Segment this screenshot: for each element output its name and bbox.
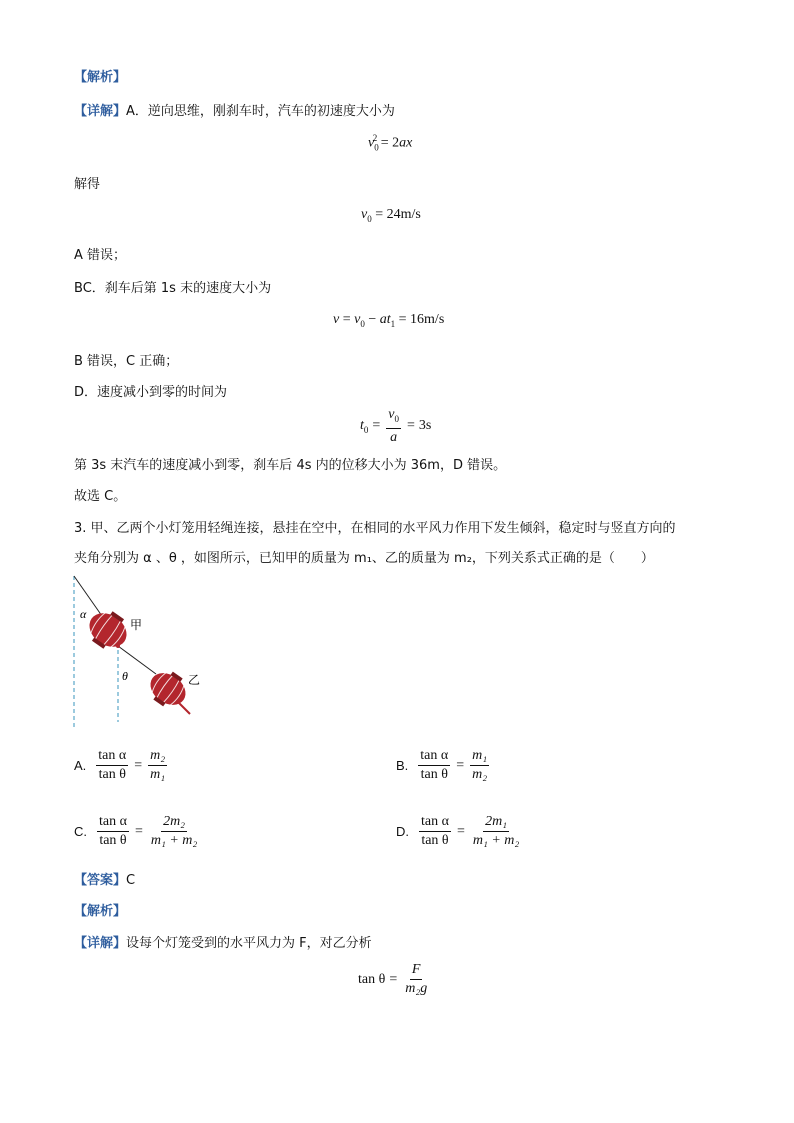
answer-label: 【答案】 xyxy=(74,873,127,888)
detail-label: 【详解】 xyxy=(74,104,127,119)
option-d-rnum: 2m₁ xyxy=(483,814,509,832)
analysis-label: 【解析】 xyxy=(74,70,127,85)
option-d[interactable]: D. $\frac{\text{tan α}}{\text{tan θ}}$ = $\frac{\text{2m₁}}{\text{m₁ + m₂}}$ xyxy=(396,814,520,848)
d-intro-text: D．速度减小到零的时间为 xyxy=(74,385,228,400)
lantern-jia-icon xyxy=(81,604,134,656)
lantern-figure xyxy=(70,574,200,734)
option-b-rnum: m₁ xyxy=(470,748,489,766)
bc-intro-text: BC．刹车后第 1s 末的速度大小为 xyxy=(74,281,272,296)
option-d-den: tan θ xyxy=(421,833,449,848)
rope-upper xyxy=(74,576,102,616)
choose-c-text: 故选 C。 xyxy=(74,489,127,504)
option-a[interactable]: A. $\frac{\text{tan α}}{\text{tan θ}}$ = $\frac{\text{m₂}}{\text{m₁}}$ xyxy=(74,748,166,782)
option-c[interactable]: C. $\frac{\text{tan α}}{\text{tan θ}}$ = $\frac{\text{2m₂}}{\text{m₁ + m₂}}$ xyxy=(74,814,198,848)
detail-paragraph-a xyxy=(74,100,395,119)
option-d-num: tan α xyxy=(419,814,451,832)
bc-result-text: B 错误，C 正确； xyxy=(74,354,179,369)
equation-v0-value: $v_0 = 24m/s$ xyxy=(361,207,421,224)
option-c-rnum: 2m₂ xyxy=(161,814,187,832)
detail-label-2: 【详解】 xyxy=(74,936,127,951)
equation-t0: $t_0$ = $\frac{v_0}{a}$ = 3s xyxy=(360,407,432,445)
label-jia: 甲 xyxy=(130,618,143,632)
option-b-den: tan θ xyxy=(420,767,448,782)
option-a-num: tan α xyxy=(96,748,128,766)
option-b-rden: m₂ xyxy=(472,767,488,782)
option-c-num: tan α xyxy=(97,814,129,832)
answer-value: C xyxy=(126,873,136,888)
option-c-label: C. xyxy=(74,824,87,839)
option-d-label: D. xyxy=(396,824,409,839)
label-yi: 乙 xyxy=(188,673,200,687)
option-a-rnum: m₂ xyxy=(148,748,167,766)
lantern-yi-icon xyxy=(143,664,194,714)
equation-v0-squared: $v_0^2 = 2ax$ xyxy=(368,133,413,153)
jiede-text: 解得 xyxy=(74,177,101,192)
equation-tan-theta: tan θ = $\frac{F}{\text{m₂g}}$ xyxy=(358,962,428,996)
equation-lhs: tan θ xyxy=(358,971,386,987)
question-3-line-2: 夹角分别为 α 、θ ，如图所示，已知甲的质量为 m₁、乙的质量为 m₂，下列关系式正确的是（ ） xyxy=(74,551,654,566)
option-c-den: tan θ xyxy=(99,833,127,848)
question-3-line-1: 3. 甲、乙两个小灯笼用轻绳连接，悬挂在空中，在相同的水平风力作用下发生倾斜，稳定时与竖直方向的 xyxy=(74,521,676,536)
detail-paragraph-2 xyxy=(74,932,372,951)
option-d-rden: m₁ + m₂ xyxy=(472,833,520,848)
analysis-label-2: 【解析】 xyxy=(74,904,127,919)
option-b-label: B. xyxy=(396,758,409,773)
answer-line xyxy=(74,869,135,888)
d-result-text: 第 3s 末汽车的速度减小到零，刹车后 4s 内的位移大小为 36m，D 错误。 xyxy=(74,458,507,473)
option-a-rden: m₁ xyxy=(150,767,166,782)
label-alpha: α xyxy=(80,607,87,621)
option-a-den: tan θ xyxy=(98,767,126,782)
lantern-tassel xyxy=(178,702,190,714)
option-a-label: A. xyxy=(74,758,87,773)
option-b[interactable]: B. $\frac{\text{tan α}}{\text{tan θ}}$ = $\frac{\text{m₁}}{\text{m₂}}$ xyxy=(396,748,488,782)
equation-den: m₂g xyxy=(405,981,428,996)
equation-v-value: $v = v_0 - at_1 = 16m/s$ xyxy=(333,312,445,329)
a-wrong-text: A 错误； xyxy=(74,248,127,263)
equation-num: F xyxy=(410,962,423,980)
option-c-rden: m₁ + m₂ xyxy=(150,833,198,848)
option-b-num: tan α xyxy=(418,748,450,766)
label-theta: θ xyxy=(122,669,128,683)
detail-a-text: A．逆向思维，刚刹车时，汽车的初速度大小为 xyxy=(126,104,395,119)
detail-2-text: 设每个灯笼受到的水平风力为 F，对乙分析 xyxy=(126,936,372,951)
